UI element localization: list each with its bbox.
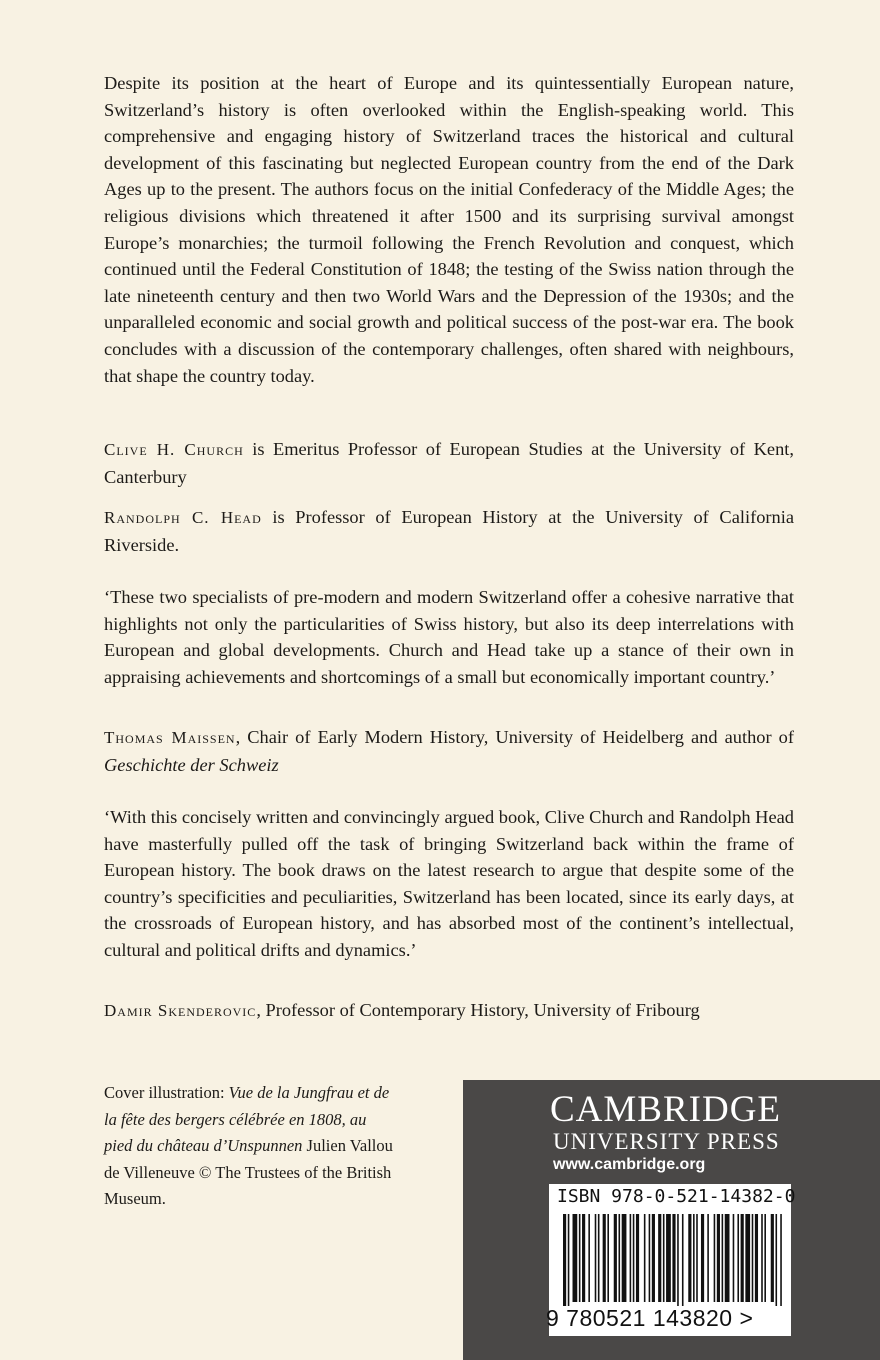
barcode-bar [761, 1214, 763, 1302]
barcode-bar [573, 1214, 578, 1302]
author-bio-church [104, 436, 794, 490]
barcode-bar [568, 1214, 570, 1306]
barcode-bar [693, 1214, 695, 1302]
reviewer-skenderovic [104, 997, 794, 1025]
barcode-bar [652, 1214, 655, 1302]
cover-credit [104, 1080, 394, 1213]
barcode-bar [636, 1214, 639, 1302]
barcode-bar [722, 1214, 724, 1302]
author-bio-head [104, 504, 794, 558]
author-bio: is Professor of European History at the University of California Riverside. [104, 507, 794, 555]
book-description: Despite its position at the heart of Europe and its quintessentially European nature, Switzerland’s history is often overlooked within the English-speaking world. This comprehensive and engaging history of Switzerland traces the historical and cultural development of this fascinating but neglected European country from the end of the Dark Ages up to the present. The authors focus on the initial Confederacy of the Middle Ages; the religious divisions which threatened it after 1500 and its surprising survival amongst Europe’s monarchies; the turmoil following the French Revolution and conquest, which continued until the Federal Constitution of 1848; the testing of the Swiss nation through the late nineteenth century and then two World Wars and the Depression of the 1930s; and the unparalleled economic and social growth and political success of the post-war era. The book concludes with a discussion of the contemporary challenges, often shared with neighbours, that shape the country today. [104, 73, 794, 386]
barcode-bar [707, 1214, 709, 1302]
barcode-bar [696, 1214, 698, 1302]
barcode-bar [607, 1214, 609, 1302]
reviewer-name: Thomas Maissen [104, 728, 236, 747]
barcode-bar [717, 1214, 720, 1302]
barcode-bar [745, 1214, 750, 1302]
barcode-bar [752, 1214, 754, 1302]
barcode-bar [725, 1214, 730, 1302]
barcode-bar [775, 1214, 777, 1306]
publisher-press: UNIVERSITY PRESS [553, 1129, 780, 1154]
barcode-bar [780, 1214, 782, 1306]
review-quote-skenderovic: ‘With this concisely written and convincingly argued book, Clive Church and Randolph Head have masterfully pulled off the task of bringing Switzerland back within the frame of European history. The book draws on the latest research to argue that despite some of the country’s specificities and peculiarities, Switzerland has been located, since its early days, at the crossroads of European history, and has absorbed most of the continent’s intellectual, cultural and political drifts and dynamics.’ [104, 807, 794, 960]
barcode-bar [672, 1214, 675, 1302]
publisher-url: www.cambridge.org [553, 1156, 706, 1173]
barcode-bar [677, 1214, 679, 1306]
isbn-label: ISBN 978-0-521-14382-0 [557, 1186, 796, 1207]
barcode-bar [771, 1214, 774, 1302]
reviewer-name: Damir Skenderovic [104, 1001, 257, 1020]
reviewer-affiliation: , Professor of Contemporary History, University of Fribourg [256, 1000, 700, 1020]
barcode-bar [649, 1214, 651, 1302]
barcode-bar [733, 1214, 735, 1302]
cover-artwork-title: Vue de la Jungfrau et de la fête des bergers célébrée en 1808, au pied du château d’Unspunnen [104, 1083, 390, 1156]
barcode-bar [644, 1214, 646, 1302]
barcode-bar [563, 1214, 566, 1306]
barcode-bar [755, 1214, 758, 1302]
publisher-name: CAMBRIDGE [550, 1089, 782, 1130]
barcode-bar [741, 1214, 744, 1302]
barcode-bar [701, 1214, 704, 1302]
author-bio: is Emeritus Professor of European Studies at the University of Kent, Canterbury [104, 439, 794, 487]
cover-credit-label: Cover illustration: [104, 1083, 229, 1102]
barcode-bar [619, 1214, 621, 1302]
barcode-bar [603, 1214, 606, 1302]
barcode-bar [598, 1214, 600, 1302]
barcode-bar [714, 1214, 716, 1302]
barcode-bar [588, 1214, 590, 1302]
barcode-bar [595, 1214, 597, 1302]
reviewer-maissen [104, 724, 794, 778]
author-name: Clive H. Church [104, 440, 244, 459]
review-quote-maissen: ‘These two specialists of pre-modern and modern Switzerland offer a cohesive narrative that highlights not only the particularities of Swiss history, but also its deep interrelations with European and global developments. Church and Head take up a stance of their own in appraising achievements and shortcomings of a small but economically important country.’ [104, 587, 794, 687]
barcode-digits: 9 780521 143820 > [546, 1305, 754, 1331]
barcode-bar [630, 1214, 632, 1302]
reviewer-work: Geschichte der Schweiz [104, 754, 279, 775]
barcode-bar [688, 1214, 691, 1302]
reviewer-affiliation: , Chair of Early Modern History, University of Heidelberg and author of [235, 727, 794, 747]
barcode-bar [614, 1214, 617, 1302]
barcode-bar [633, 1214, 635, 1302]
barcode-icon [563, 1214, 785, 1306]
barcode-bar [737, 1214, 739, 1302]
barcode-bar [622, 1214, 627, 1302]
barcode-bar [658, 1214, 661, 1302]
barcode-bar [582, 1214, 585, 1302]
barcode-bar [666, 1214, 671, 1302]
author-name: Randolph C. Head [104, 508, 262, 527]
barcode-bar [764, 1214, 766, 1302]
barcode-bar [663, 1214, 665, 1302]
barcode-bar [579, 1214, 581, 1302]
cover-credit-rest: Julien Vallou de Villeneuve © The Trustees of the British Museum. [104, 1136, 393, 1209]
barcode-bar [682, 1214, 684, 1306]
